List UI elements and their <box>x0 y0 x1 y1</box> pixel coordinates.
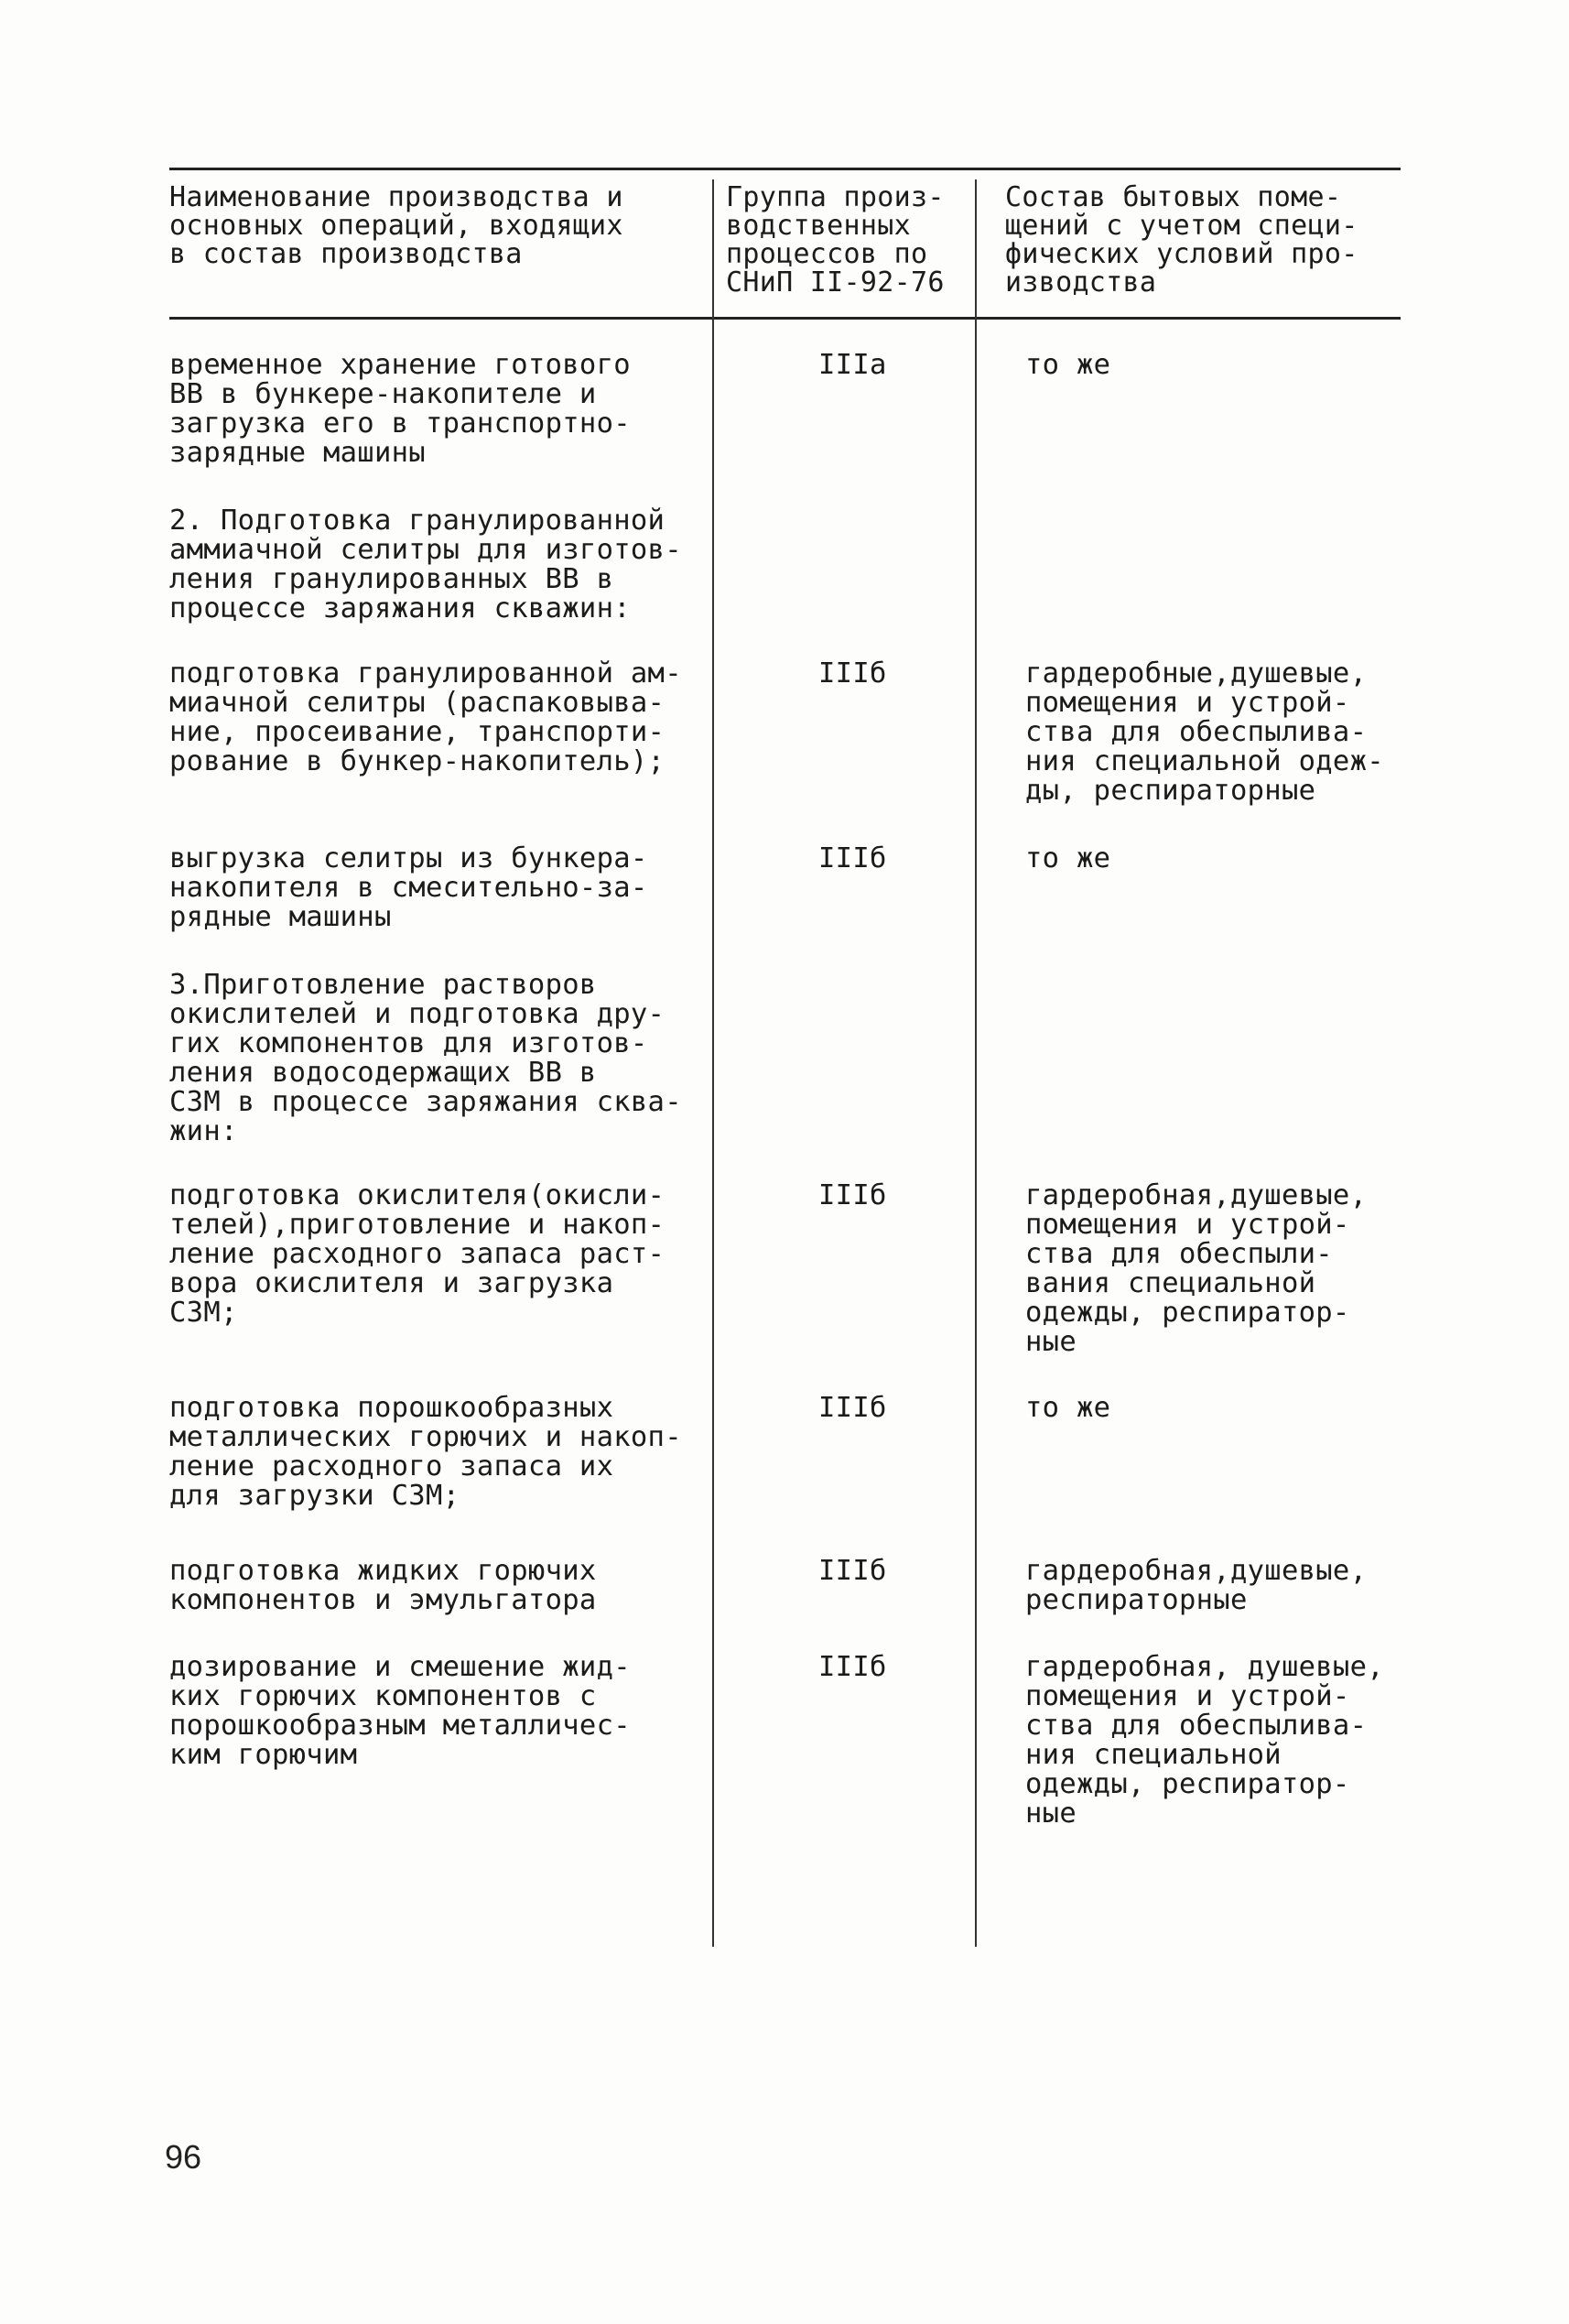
page-number: 96 <box>165 2138 202 2176</box>
row-name: 2. Подготовка гранулированной аммиачной селитры для изготов- ления гранулированных ВВ в процессе заряжания скважин: <box>169 505 682 624</box>
row-group: IIIб <box>818 1651 887 1683</box>
column-divider-2 <box>975 179 977 1947</box>
row-rooms: гардеробная, душевые, помещения и устрой- ства для обеспылива- ния специальной одежды, респиратор- ные <box>1025 1651 1384 1830</box>
row-name: подготовка порошкообразных металлических горючих и накоп- ление расходного запаса их для загрузки СЗМ; <box>169 1392 682 1512</box>
row-group: IIIб <box>818 657 887 690</box>
row-name: подготовка окислителя(окисли- телей),приготовление и накоп- ление расходного запаса раст- вора окислителя и загрузка СЗМ; <box>169 1179 665 1329</box>
row-group: IIIб <box>818 1179 887 1211</box>
row-rooms: гардеробные,душевые, помещения и устрой- ства для обеспылива- ния специальной одеж- ды, респираторные <box>1025 657 1384 807</box>
row-name: подготовка жидких горючих компонентов и эмульгатора <box>169 1555 597 1616</box>
column-divider-1 <box>712 179 714 1947</box>
row-rooms: гардеробная,душевые, респираторные <box>1025 1555 1368 1616</box>
row-group: IIIб <box>818 1555 887 1587</box>
row-name: выгрузка селитры из бункера- накопителя в смесительно-за- рядные машины <box>169 842 648 933</box>
row-group: IIIa <box>818 349 887 381</box>
row-name: дозирование и смешение жид- ких горючих компонентов с порошкообразным металличес- ким горючим <box>169 1651 631 1771</box>
row-name: временное хранение готового ВВ в бункере-накопителе и загрузка его в транспортно- зарядные машины <box>169 349 631 469</box>
header-rooms: Состав бытовых поме- щений с учетом специ- фических условий про- изводства <box>1005 181 1358 299</box>
table-top-rule <box>169 168 1401 170</box>
header-group: Группа произ- водственных процессов по СНиП II-92-76 <box>726 181 945 299</box>
row-group: IIIб <box>818 1392 887 1424</box>
row-rooms: то же <box>1025 842 1111 874</box>
row-group: IIIб <box>818 842 887 874</box>
row-rooms: гардеробная,душевые, помещения и устрой- ства для обеспыли- вания специальной одежды, респиратор- ные <box>1025 1179 1368 1358</box>
header-bottom-rule <box>169 317 1401 320</box>
row-rooms: то же <box>1025 1392 1111 1424</box>
header-name: Наименование производства и основных операций, входящих в состав производства <box>169 181 623 270</box>
row-name: 3.Приготовление растворов окислителей и подготовка дру- гих компонентов для изготов- ления водосодержащих ВВ в СЗМ в процессе заряжания сква- жин: <box>169 969 682 1147</box>
row-rooms: то же <box>1025 349 1111 381</box>
row-name: подготовка гранулированной ам- миачной селитры (распаковыва- ние, просеивание, транспорти- рование в бункер-накопитель); <box>169 657 682 777</box>
